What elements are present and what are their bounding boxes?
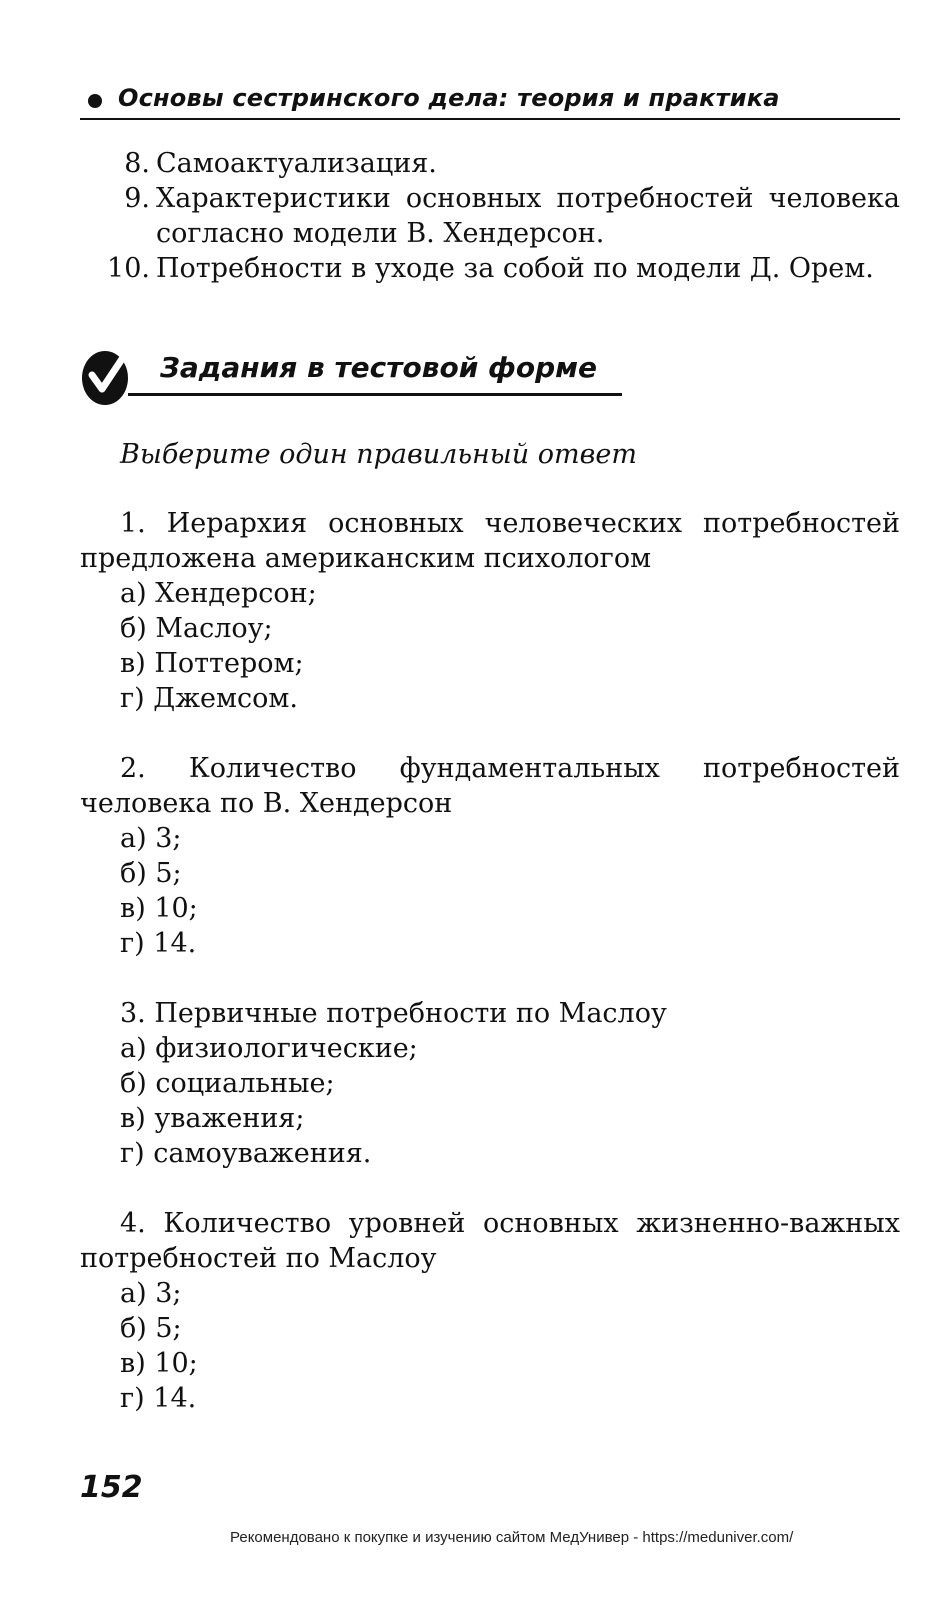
answer-option: а) физиологические; <box>120 1033 418 1064</box>
footer-note: Рекомендовано к покупке и изучению сайтом МедУнивер - https://meduniver.com/ <box>230 1529 794 1546</box>
question <box>80 996 900 1171</box>
list-item-number: 8. <box>124 148 150 179</box>
answer-option: г) самоуважения. <box>120 1138 372 1169</box>
question-text: 3. Первичные потребности по Маслоу <box>120 998 667 1029</box>
section-heading <box>80 345 640 405</box>
list-item <box>80 146 900 181</box>
answer-option: в) 10; <box>120 893 198 924</box>
instruction: Выберите один правильный ответ <box>120 439 637 470</box>
question-text: 4. Количество уровней основных жизненно-важных потребностей по Маслоу <box>80 1208 900 1274</box>
answer-option: а) 3; <box>120 823 182 854</box>
question-text: 2. Количество фундаментальных потребностей человека по В. Хендерсон <box>80 753 900 819</box>
answer-option: б) Маслоу; <box>120 613 273 644</box>
answer-option: а) Хендерсон; <box>120 578 317 609</box>
answer-option: а) 3; <box>120 1278 182 1309</box>
answer-option: г) Джемсом. <box>120 683 298 714</box>
question <box>80 506 900 716</box>
checkmark-icon <box>80 345 132 407</box>
section-title: Задания в тестовой форме <box>160 351 597 384</box>
answer-option: в) уважения; <box>120 1103 305 1134</box>
continued-list <box>80 146 900 286</box>
answer-option: б) 5; <box>120 1313 182 1344</box>
running-header <box>80 82 900 120</box>
answer-option: б) социальные; <box>120 1068 335 1099</box>
running-title: Основы сестринского дела: теория и практика <box>118 84 780 112</box>
answer-option: г) 14. <box>120 928 197 959</box>
list-item-number: 10. <box>107 253 150 284</box>
answer-option: в) Поттером; <box>120 648 304 679</box>
answer-option: г) 14. <box>120 1383 197 1414</box>
answer-option: в) 10; <box>120 1348 198 1379</box>
test-questions <box>80 506 900 1451</box>
answer-option: б) 5; <box>120 858 182 889</box>
list-item-number: 9. <box>124 183 150 214</box>
list-item <box>80 181 900 251</box>
list-item-text: Характеристики основных потребностей человека согласно модели В. Хендерсон. <box>156 183 900 249</box>
question <box>80 1206 900 1416</box>
question-text: 1. Иерархия основных человеческих потребностей предложена американским психологом <box>80 508 900 574</box>
bullet-icon <box>88 94 102 108</box>
page-number: 152 <box>80 1470 143 1505</box>
list-item <box>80 251 900 286</box>
section-underline <box>128 393 622 396</box>
question <box>80 751 900 961</box>
list-item-text: Потребности в уходе за собой по модели Д. Орем. <box>156 253 874 284</box>
list-item-text: Самоактуализация. <box>156 148 437 179</box>
